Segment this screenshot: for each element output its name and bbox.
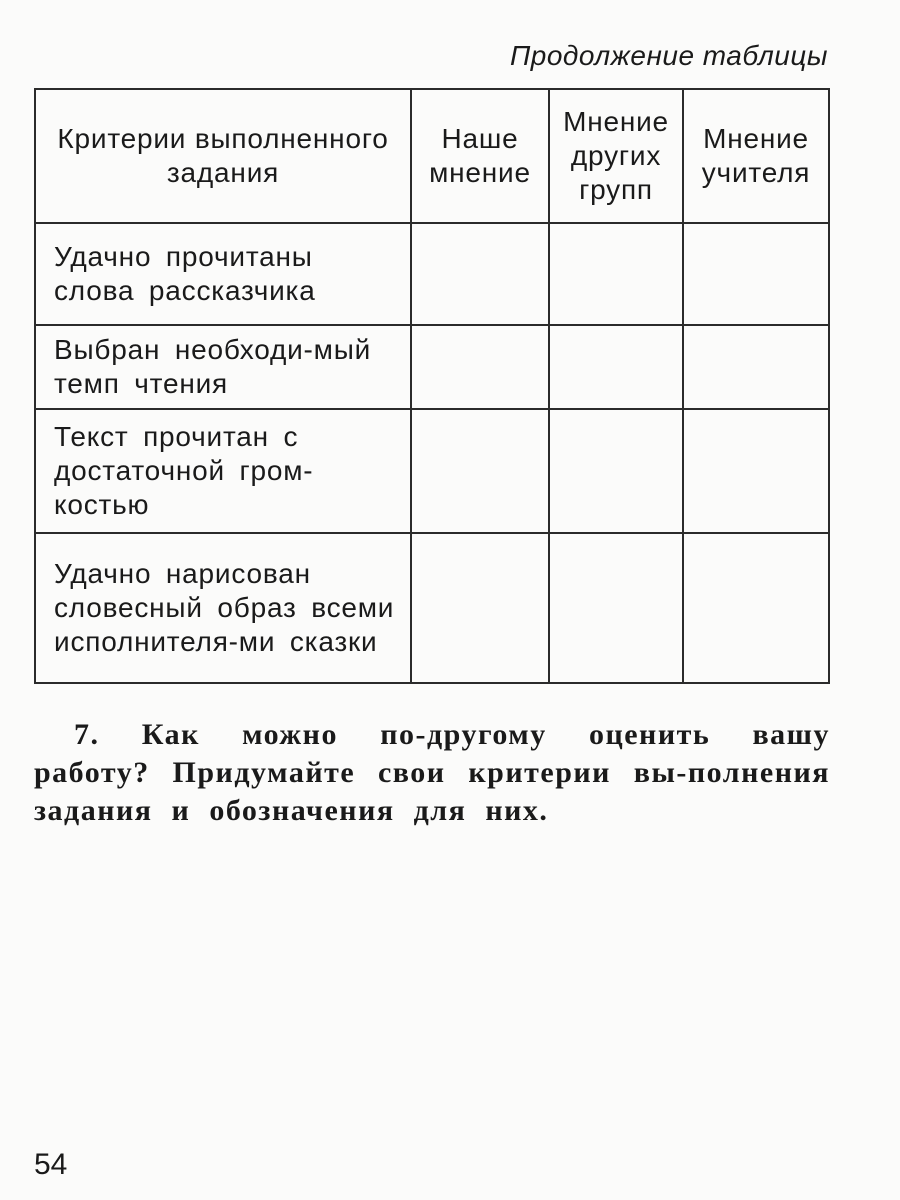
column-header-teacher-opinion: Мнение учителя [683, 89, 829, 223]
our-opinion-cell [411, 409, 549, 533]
table-row [35, 325, 829, 409]
groups-opinion-cell [549, 533, 683, 683]
criterion-cell: Текст прочитан с достаточной гром-костью [35, 409, 411, 533]
our-opinion-cell [411, 533, 549, 683]
criterion-cell: Выбран необходи-мый темп чтения [35, 325, 411, 409]
groups-opinion-cell [549, 325, 683, 409]
teacher-opinion-cell [683, 325, 829, 409]
groups-opinion-cell [549, 409, 683, 533]
table-row [35, 223, 829, 325]
table-header-row [35, 89, 829, 223]
criterion-cell: Удачно прочитаны слова рассказчика [35, 223, 411, 325]
column-header-our-opinion: Наше мнение [411, 89, 549, 223]
our-opinion-cell [411, 325, 549, 409]
teacher-opinion-cell [683, 409, 829, 533]
column-header-criteria: Критерии выполненного задания [35, 89, 411, 223]
criterion-cell: Удачно нарисован словесный образ всеми исполнителя-ми сказки [35, 533, 411, 683]
page-number: 54 [34, 1148, 68, 1181]
task-text: Как можно по-другому оценить вашу работу? Придумайте свои критерии вы-полнения задания и обозначения для них. [34, 718, 830, 827]
task-7 [34, 716, 830, 830]
evaluation-table [34, 88, 830, 684]
table-row [35, 533, 829, 683]
our-opinion-cell [411, 223, 549, 325]
task-number: 7. [74, 718, 100, 751]
column-header-groups-opinion: Мнение других групп [549, 89, 683, 223]
teacher-opinion-cell [683, 223, 829, 325]
teacher-opinion-cell [683, 533, 829, 683]
table-continuation-caption: Продолжение таблицы [509, 40, 828, 71]
table-row [35, 409, 829, 533]
groups-opinion-cell [549, 223, 683, 325]
